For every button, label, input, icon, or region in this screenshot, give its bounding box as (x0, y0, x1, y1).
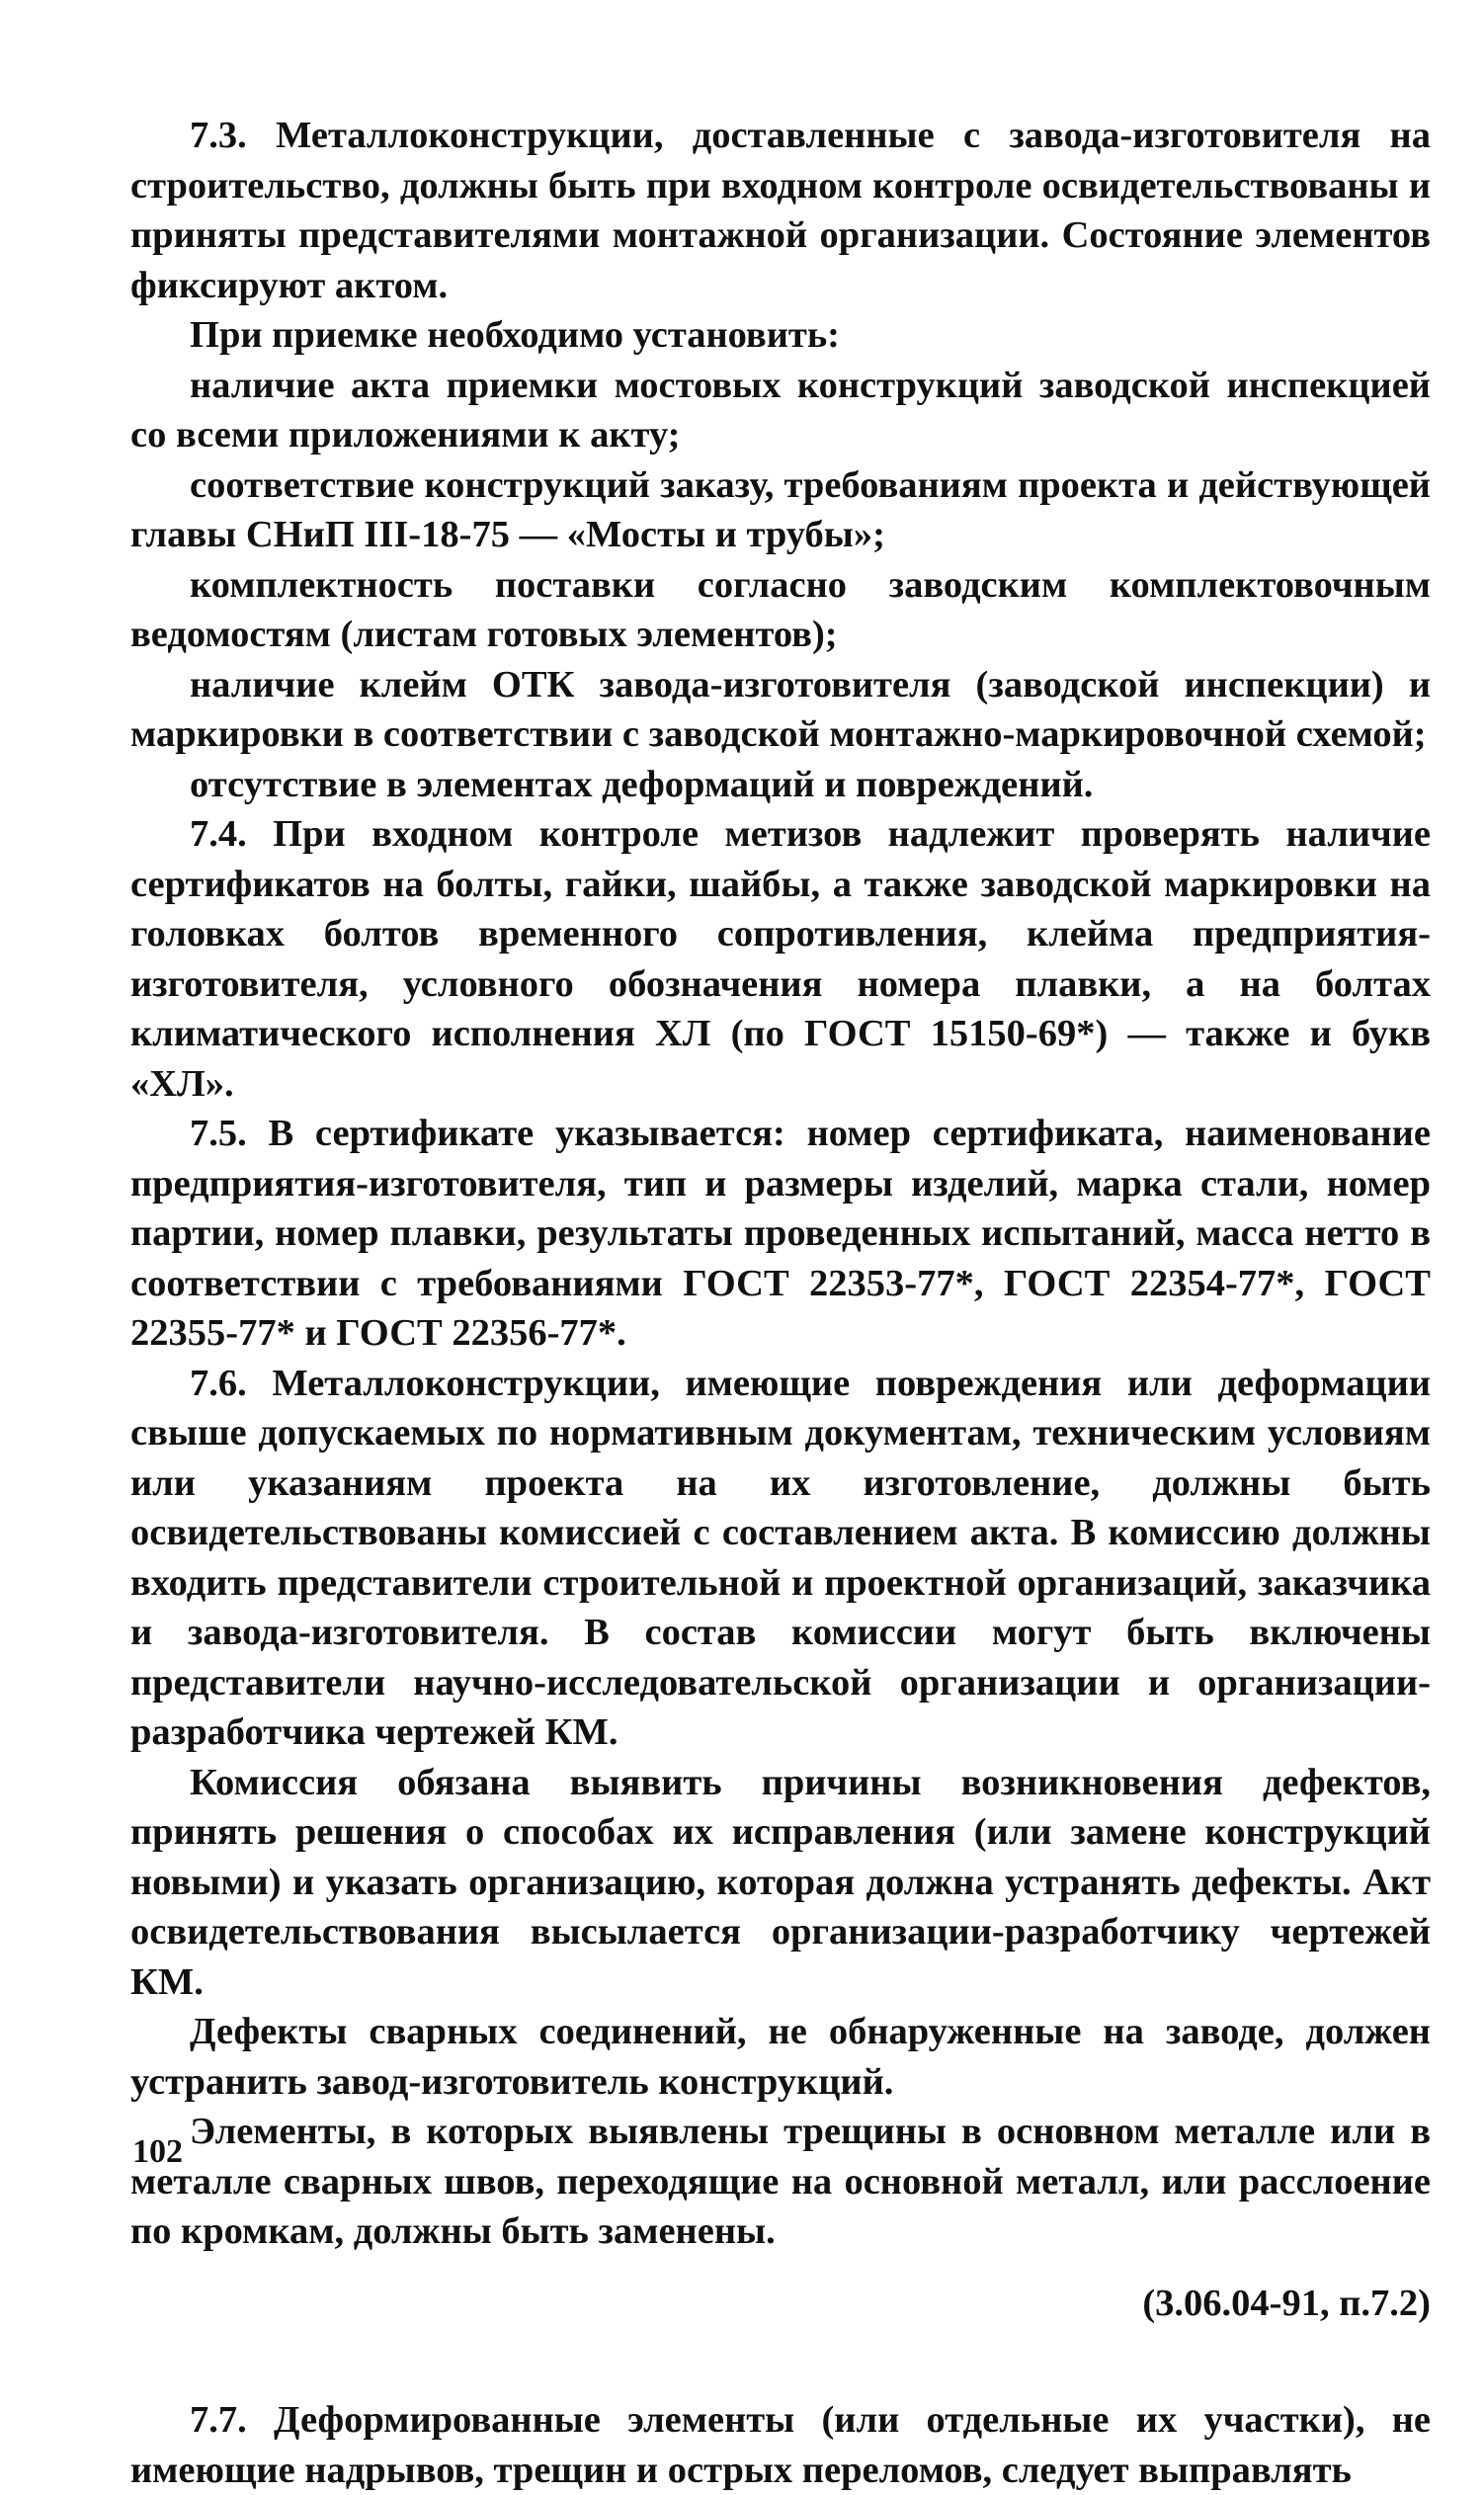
paragraph-7-7: 7.7. Деформированные элементы (или отдельные их участки), не имеющие надрывов, трещин и острых переломов, следует выправлять (130, 2399, 1431, 2491)
document-page (130, 111, 1431, 2495)
list-item-completeness: комплектность поставки согласно заводским комплектовочным ведомостям (листам готовых элементов); (130, 563, 1431, 655)
paragraph-commission: Комиссия обязана выявить причины возникновения дефектов, принять решения о способах их исправления (или замене конструкций новыми) и указать организацию, которая должна устранять дефекты. Акт освидетельствования высылается организации-разработчику чертежей КМ. (130, 1761, 1431, 2003)
list-item-acceptance-act: наличие акта приемки мостовых конструкций заводской инспекцией со всеми приложениями к акту; (130, 364, 1431, 456)
page-number: 102 (132, 2133, 183, 2170)
list-item-compliance: соответствие конструкций заказу, требованиям проекта и действующей главы СНиП III-18-75 — «Мосты и трубы»; (130, 463, 1431, 555)
paragraph-cracked-elements: Элементы, в которых выявлены трещины в основном металле или в металле сварных швов, переходящие на основной металл, или расслоение по кромкам, должны быть заменены. (130, 2111, 1431, 2252)
paragraph-weld-defects: Дефекты сварных соединений, не обнаруженные на заводе, должен устранить завод-изготовитель конструкций. (130, 2011, 1431, 2103)
paragraph-7-5: 7.5. В сертификате указывается: номер сертификата, наименование предприятия-изготовителя, тип и размеры изделий, марка стали, номер партии, номер плавки, результаты проведенных испытаний, масса нетто в соответствии с требованиями ГОСТ 22353-77*, ГОСТ 22354-77*, ГОСТ 22355-77* и ГОСТ 22356-77*. (130, 1113, 1431, 1354)
list-item-marks: наличие клейм ОТК завода-изготовителя (заводской инспекции) и маркировки в соответствии с заводской монтажно-маркировочной схемой; (130, 663, 1431, 755)
list-item-no-deformation: отсутствие в элементах деформаций и повреждений. (190, 763, 1094, 805)
paragraph-7-3: 7.3. Металлоконструкции, доставленные с завода-изготовителя на строительство, должны быть при входном контроле освидетельствованы и приняты представителями монтажной организации. Состояние элементов фиксируют актом. (130, 115, 1431, 306)
paragraph-7-6: 7.6. Металлоконструкции, имеющие повреждения или деформации свыше допускаемых по нормативным документам, техническим условиям или указаниям проекта на их изготовление, должны быть освидетельствованы комиссией с составлением акта. В комиссию должны входить представители строительной и проектной организаций, заказчика и завода-изготовителя. В состав комиссии могут быть включены представители научно-исследовательской организации и организации-разработчика чертежей КМ. (130, 1362, 1431, 1753)
paragraph-7-4: 7.4. При входном контроле метизов надлежит проверять наличие сертификатов на болты, гайки, шайбы, а также заводской маркировки на головках болтов временного сопротивления, клейма предприятия-изготовителя, условного обозначения номера плавки, а на болтах климатического исполнения ХЛ (по ГОСТ 15150-69*) — также и букв «ХЛ». (130, 813, 1431, 1105)
reference-citation: (3.06.04-91, п.7.2) (1142, 2282, 1431, 2324)
paragraph-acceptance-intro: При приемке необходимо установить: (190, 314, 840, 356)
